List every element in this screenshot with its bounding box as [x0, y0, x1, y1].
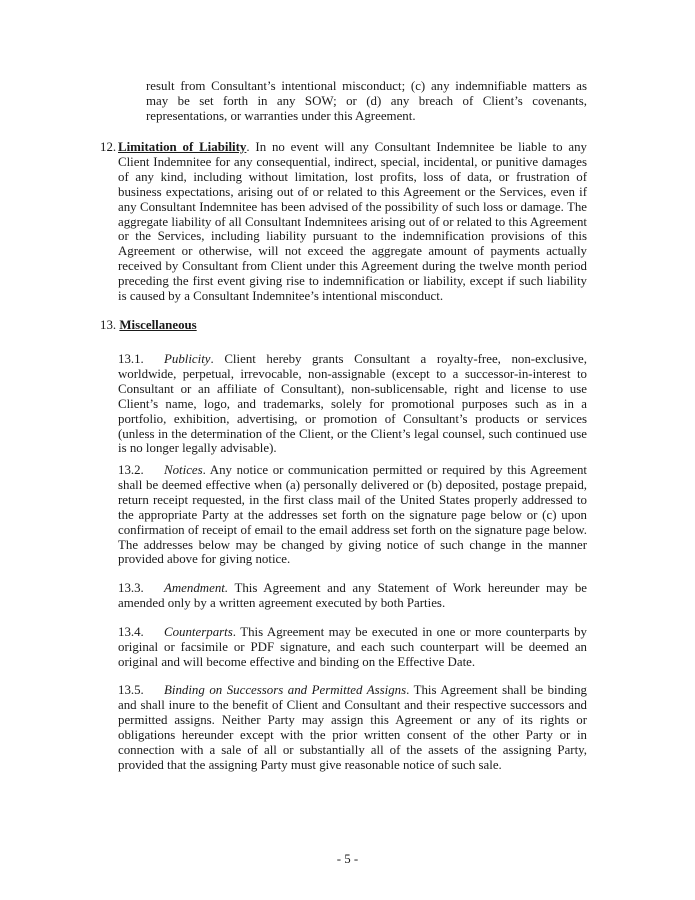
clause-13-4-body: . This Agreement may be executed in one or more counterparts by original or facsimile or PDF signature, and each such counterpart will be deemed an original and will become effective and binding on the Effective Date. — [118, 625, 587, 669]
section-13-number: 13. — [100, 318, 117, 332]
clause-13-4-number: 13.4. — [118, 625, 144, 639]
clause-13-5-number: 13.5. — [118, 683, 144, 697]
section-12-number: 12. — [100, 140, 117, 154]
section-12-body: . In no event will any Consultant Indemnitee be liable to any Client Indemnitee for any consequential, indirect, special, incidental, or punitive damages of any kind, including without limitation, lost profits, loss of data, or frustration of business expectations, arising out of or related to this Agreement or the Services, even if any Consultant Indemnitee has been advised of the possibility of such loss or damage. The aggregate liability of all Consultant Indemnitees arising out of or related to this Agreement or the Services, including liability pursuant to the indemnification provisions of this Agreement or otherwise, will not exceed the aggregate amount of payments actually received by Consultant from Client under this Agreement during the twelve month period preceding the first event giving rise to indemnification or liability, except if such liability is caused by a Consultant Indemnitee’s intentional misconduct. — [118, 140, 588, 304]
page-number: - 5 - — [336, 852, 359, 866]
section-12-paragraph — [118, 140, 587, 304]
clause-13-3 — [118, 581, 587, 611]
clause-13-1-body: . Client hereby grants Consultant a royalty-free, non-exclusive, worldwide, perpetual, irrevocable, non-assignable (except to a successor-in-interest to Consultant or an affiliate of Consultant), non-sublicensable, right and license to use Client’s name, logo, and trademarks, solely for promotional purposes such as in a portfolio, exhibition, advertising, or promotion of Consultant’s products or services (unless in the determination of the Client, or the Client’s legal counsel, such continued use is no longer legally advisable). — [118, 352, 587, 456]
clause-13-5-body: . This Agreement shall be binding and shall inure to the benefit of Client and Consultant and their respective successors and permitted assigns. Neither Party may assign this Agreement or any of its rights or obligations hereunder except with the prior written consent of the other Party or in connection with a sale of all or substantially all of the assets of the assigning Party, provided that the assigning Party must give reasonable notice of such sale. — [118, 683, 587, 772]
clause-13-3-number: 13.3. — [118, 581, 144, 595]
section-12-title: Limitation of Liability — [118, 140, 247, 154]
clause-13-3-body: This Agreement and any Statement of Work hereunder may be amended only by a written agreement executed by both Parties. — [118, 581, 587, 610]
clause-13-3-title: Amendment. — [164, 581, 229, 595]
clause-13-2-number: 13.2. — [118, 463, 144, 477]
clause-13-2-body: . Any notice or communication permitted or required by this Agreement shall be deemed effective when (a) personally delivered or (b) deposited, postage prepaid, return receipt requested, in the first class mail of the United States properly addressed to the appropriate Party at the addresses set forth on the signature page below or (c) upon confirmation of receipt of email to the email address set forth on the signature page below. The addresses below may be changed by giving notice of such change in the manner provided above for giving notice. — [118, 463, 587, 567]
section-13-title: Miscellaneous — [119, 318, 197, 332]
clause-13-4 — [118, 625, 587, 670]
clause-13-4-title: Counterparts — [164, 625, 233, 639]
clause-13-5-title: Binding on Successors and Permitted Assigns — [164, 683, 407, 697]
clause-13-1-number: 13.1. — [118, 352, 144, 366]
clause-13-1 — [118, 352, 587, 456]
clause-13-5 — [118, 683, 587, 772]
clause-13-1-title: Publicity — [164, 352, 211, 366]
continued-paragraph: result from Consultant’s intentional misconduct; (c) any indemnifiable matters as may be set forth in any SOW; or (d) any breach of Client’s covenants, representations, or warranties under this Agreement. — [146, 79, 587, 123]
clause-13-2 — [118, 463, 587, 567]
section-13-heading — [100, 318, 197, 333]
clause-13-2-title: Notices — [164, 463, 203, 477]
